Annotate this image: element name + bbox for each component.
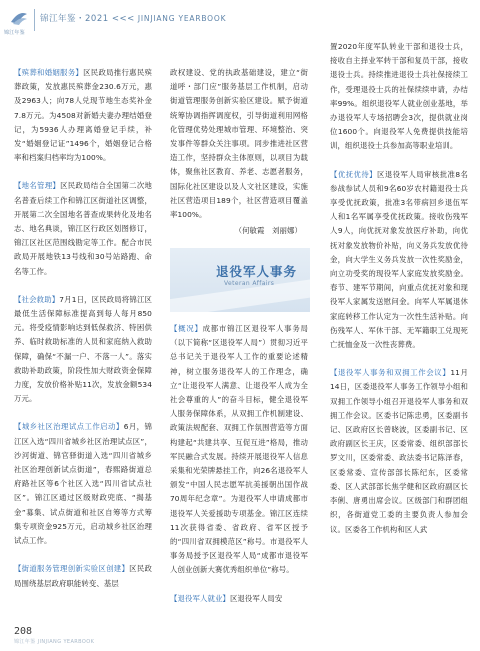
paragraph-text: 置2020年度军队转业干部和退役士兵，接收自主择业军转干部和复员干部，接收退役士兵。持续推进退役士兵社保接续工作，受理退役士兵的社保续续申请，办结率99%。组织退役军人就业创业基地，举办退役军人专场招聘会3次，提供就业岗位1600个。向退役军人免费提供技能培训，组织退役士兵参加高等职业培训。: [330, 42, 468, 151]
paragraph: [14, 562, 152, 590]
page-number: 208: [14, 626, 33, 637]
section-tag: 【殡葬和婚姻服务】: [14, 68, 84, 77]
paragraph: [330, 168, 468, 353]
section-tag: 【退役军人就业】: [170, 593, 230, 603]
paragraph-text: 区退役军人局审核批准8名参战参试人员和9名60岁农村籍退役士兵享受优抚政策，批准3名带病回乡退伍军人和1名军属享受优抚政策。接收伤残军人9人，向优抚对象发放医疗补助，向优抚对象发放物价补贴，向义务兵发放优待金，向大学生义务兵发放一次性奖励金，向立功受奖的现役军人家庭发放奖励金。春节、建军节期间，向重点优抚对象和现役军人家属发送慰问金。向军人军属退休家庭转移工作认定为一次性生活补贴。向伤残军人、军休干部、无军籍职工兑现死亡抚恤金及一次性丧葬费。: [330, 169, 468, 350]
section-tag: 【优抚优待】: [330, 169, 378, 179]
running-header: [40, 12, 226, 24]
paragraph-text: 11月14日，区委退役军人事务工作领导小组和双拥工作领导小组召开退役军人事务和双拥工作会议。区委书记陈忠勇，区委副书记、区政府区长曾晓波，区委副书记、区政府副区长王庆，区委常委、组织部部长罗文川，区委常委、政法委书记陈泽春，区委常委、宣传部部长陈纪东，区委常委、区人武部部长焦学健和区政府副区长李俐、唐勇出席会议。区级部门和群团组织，各街道党工委的主要负责人参加会议。区委各工作机构和区人武: [330, 368, 468, 534]
column-2-lower: [170, 322, 308, 608]
paragraph: [330, 366, 468, 536]
banner-title: 退役军人事务: [216, 264, 298, 279]
header-divider: [34, 9, 35, 31]
section-tag: 【地名管理】: [14, 181, 61, 191]
section-tag: 【社会救助】: [14, 294, 60, 304]
yearbook-logo-icon: [8, 6, 30, 28]
section-tag: 【概况】: [170, 324, 203, 333]
paragraph: [14, 66, 152, 165]
footer-subtitle: 锦江年鉴 JINJIANG YEARBOOK: [14, 639, 95, 645]
paragraph: 政权建设、党的执政基础建设，建立“街道呼・部门应”服务基层工作机制，启动街道管理服务创新实验区建设。赋予街道统筹协调指挥调度权，引导街道利用网格化管理优势处理城市管理、环境整治、突发事件等群众关注事项。同步推进社区营造工作，坚持群众主体原则，以项目为载体，聚焦社区教育、养老、志愿者服务，国际化社区建设以及人文社区建设，实施社区营造项目189个，社区营造项目覆盖率100%。: [170, 68, 308, 220]
column-2: [170, 66, 308, 240]
paragraph: [170, 322, 308, 578]
author-credit: （何敏霞 刘丽娜）: [234, 226, 302, 236]
paragraph-text: 区退役军人局安: [229, 593, 283, 603]
paragraph: [14, 420, 152, 548]
page-header: [0, 0, 480, 40]
running-header-cn: 锦江年鉴・2021 <<<: [40, 14, 135, 24]
paragraph-text: 区民政局围绕基层政府职能转变、基层: [14, 564, 152, 588]
section-tag: 【退役军人事务和双拥工作会议】: [330, 368, 451, 378]
paragraph: [14, 179, 152, 278]
paragraph: [330, 40, 468, 154]
paragraph-text: 成都市锦江区退役军人事务局（以下简称“区退役军人局”）贯彻习近平总书记关于退役军人工作的重要论述精神，树立服务退役军人的工作理念，确立“让退役军人满意、让退役军人成为全社会尊重的人”的奋斗目标，健全退役军人服务保障体系，从双拥工作机制建设、政策法规配套、双拥工作氛围营造等方面构建起“共建共享、互促互进”格局，推动军民融合式发展。持续开展退役军人信息采集和光荣牌悬挂工作，向26名退役军人颁发“中国人民志愿军抗美援朝出国作战70周年纪念章”。为退役军人申请成都市退役军人关爱援助专项基金。锦江区连续11次获得省委、省政府、省军区授予的“四川省双拥模范区”称号。市退役军人事务局授予区退役军人局“成都市退役军人创业创新大赛优秀组织单位”称号。: [170, 324, 308, 575]
logo-text: 锦江年鉴: [4, 30, 25, 36]
paragraph-text: 区民政局推行惠民殡葬政策，发放惠民殡葬金230.6万元，惠及2963人；向78人兑现节地生态奖补金7.8万元。为4508对新婚夫妻办理结婚登记，为5936人办理离婚登记手续，补发“婚姻登记证”1496个，婚姻登记合格率和档案归档率均为100%。: [14, 68, 152, 163]
paragraph: [14, 293, 152, 407]
section-banner: [170, 248, 310, 312]
paragraph: [170, 592, 308, 606]
paragraph-text: 区民政局结合全国第二次地名普查后续工作和锦江区街道社区调整，开展第二次全国地名普查成果转化及地名志、地名典谈，锦江区行政区划图修订，锦江区社区范围线勘定等工作。配合市民政局开展地铁13号线和30号站路跑、命名等工作。: [14, 181, 152, 276]
paragraph-text: 6月，锦江区入选“四川省城乡社区治理试点区”，沙河街道、锦官驿街道入选“四川省城乡社区治理创新试点街道”，春熙路街道总府路社区等6个社区入选“四川省试点社区”。锦江区通过区级财政兜底、“揭基金”募集、试点街道和社区自筹等方式筹集专项资金925万元，启动城乡社区治理试点工作。: [14, 422, 152, 546]
section-tag: 【城乡社区治理试点工作启动】: [14, 422, 124, 432]
paragraph-text: 7月1日，区民政局将锦江区最低生活保障标准提高到每人每月850元。将受疫情影响达到低保救济、特困供养、临时救助标准的人员和家庭纳入救助保障，确保“不漏一户、不落一人”。落实救助补助政策，阶段性加大财政资金保障力度，发放价格补贴11次，发放金额534万元。: [14, 294, 152, 404]
column-1: [14, 66, 152, 593]
running-header-en: JINJIANG YEARBOOK: [137, 14, 227, 23]
column-3: [330, 40, 468, 539]
banner-subtitle: Veteran Affairs: [224, 280, 275, 287]
section-tag: 【街道服务管理创新实验区创建】: [14, 564, 130, 574]
